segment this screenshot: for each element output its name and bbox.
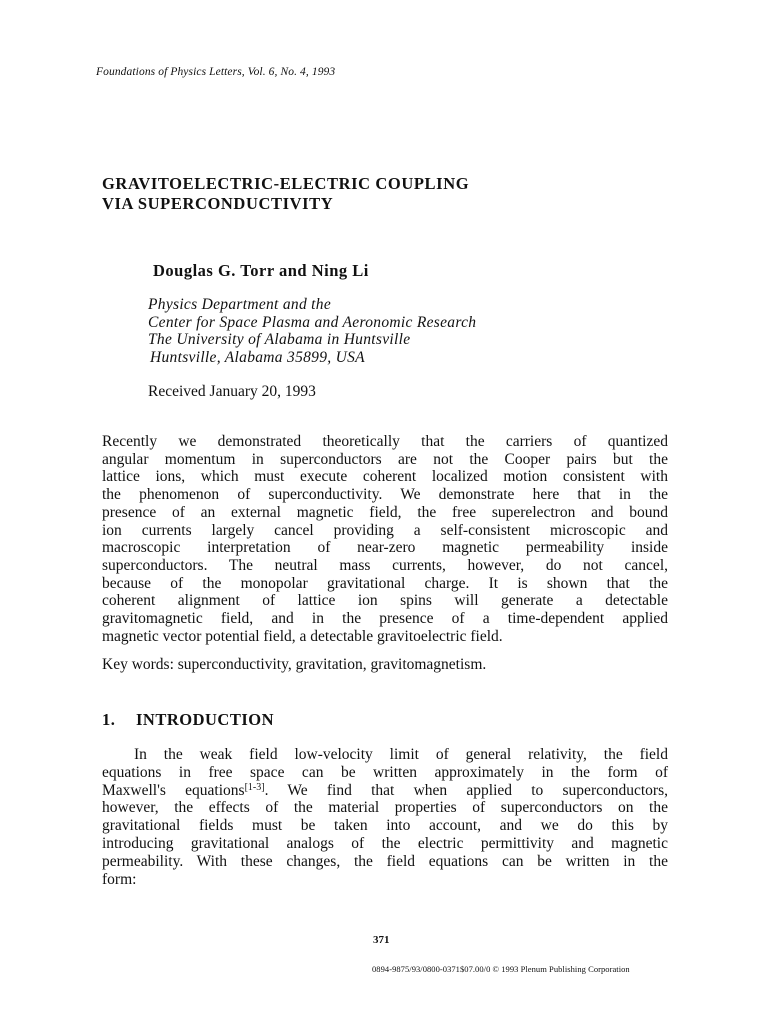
affiliation-line: Huntsville, Alabama 35899, USA [150, 348, 365, 366]
abstract-line: macroscopic interpretation of near-zero magnetic permeability inside [102, 539, 668, 557]
affiliation [148, 296, 476, 366]
journal-citation: Foundations of Physics Letters, Vol. 6, No. 4, 1993 [96, 66, 336, 78]
intro-text: . We find that when applied to superconductors, [264, 781, 668, 799]
abstract-line: gravitomagnetic field, and in the presence of a time-dependent applied [102, 610, 668, 628]
title-line: GRAVITOELECTRIC-ELECTRIC COUPLING [102, 174, 470, 193]
paper-title [102, 174, 469, 214]
intro-line: equations in free space can be written approximately in the form of [102, 763, 668, 781]
section-heading [102, 710, 274, 730]
abstract-line: coherent alignment of lattice ion spins will generate a detectable [102, 592, 668, 610]
copyright-notice: 0894-9875/93/0800-0371$07.00/0 © 1993 Plenum Publishing Corporation [372, 964, 630, 974]
intro-line: In the weak field low-velocity limit of general relativity, the field [134, 746, 668, 763]
abstract-line: angular momentum in superconductors are not the Cooper pairs but the [102, 450, 668, 468]
abstract [102, 433, 668, 645]
section-number: 1. [102, 710, 116, 729]
affiliation-line: Center for Space Plasma and Aeronomic Research [148, 313, 477, 331]
keywords: Key words: superconductivity, gravitation, gravitomagnetism. [102, 656, 487, 673]
affiliation-line: Physics Department and the [148, 296, 331, 313]
intro-text: Maxwell's equations [102, 781, 245, 799]
abstract-line: Recently we demonstrated theoretically that the carriers of quantized [102, 433, 668, 450]
abstract-line: superconductors. The neutral mass currents, however, do not cancel, [102, 556, 668, 574]
title-line: VIA SUPERCONDUCTIVITY [102, 194, 334, 213]
intro-line: gravitational fields must be taken into account, and we do this by [102, 817, 668, 835]
authors: Douglas G. Torr and Ning Li [153, 261, 369, 280]
abstract-line: lattice ions, which must execute coherent localized motion consistent with [102, 468, 668, 486]
page-number: 371 [373, 934, 390, 946]
abstract-line: because of the monopolar gravitational charge. It is shown that the [102, 574, 668, 592]
abstract-line: the phenomenon of superconductivity. We demonstrate here that in the [102, 486, 668, 504]
intro-line: however, the effects of the material properties of superconductors on the [102, 799, 668, 817]
introduction-paragraph [102, 746, 668, 888]
abstract-line: magnetic vector potential field, a detectable gravitoelectric field. [102, 627, 503, 645]
intro-line-with-citation [102, 782, 668, 800]
received-date: Received January 20, 1993 [148, 383, 316, 400]
intro-line: permeability. With these changes, the field equations can be written in the [102, 852, 668, 870]
intro-line: introducing gravitational analogs of the electric permittivity and magnetic [102, 834, 668, 852]
abstract-line: presence of an external magnetic field, the free superelectron and bound [102, 503, 668, 521]
section-title: INTRODUCTION [136, 710, 275, 729]
citation-reference: [1-3] [244, 781, 265, 793]
abstract-line: ion currents largely cancel providing a self-consistent microscopic and [102, 521, 668, 539]
affiliation-line: The University of Alabama in Huntsville [148, 331, 411, 348]
intro-line: form: [102, 870, 137, 888]
